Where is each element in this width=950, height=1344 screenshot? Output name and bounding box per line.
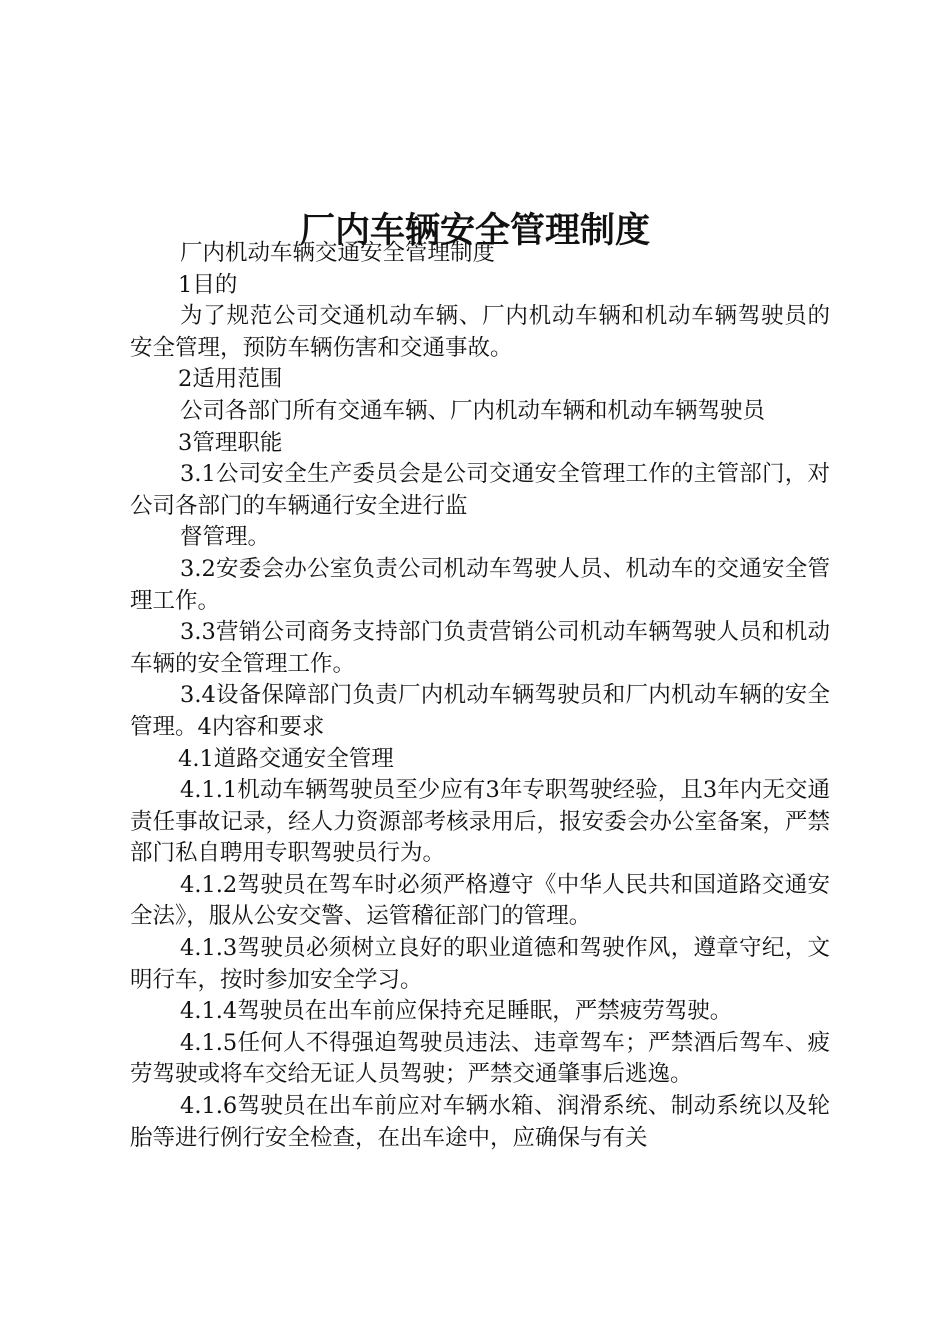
- paragraph: 4.1.5任何人不得强迫驾驶员违法、违章驾车；严禁酒后驾车、疲劳驾驶或将车交给无证人员驾驶；严禁交通肇事后逃逸。: [130, 1029, 830, 1088]
- paragraph-subtitle: 厂内机动车辆交通安全管理制度: [180, 240, 496, 266]
- paragraph: 3.4设备保障部门负责厂内机动车辆驾驶员和厂内机动车辆的安全管理。4内容和要求: [130, 682, 830, 740]
- paragraph: 3.1公司安全生产委员会是公司交通安全管理工作的主管部门，对公司各部门的车辆通行安全进行监: [130, 461, 830, 519]
- paragraph: 4.1.1机动车辆驾驶员至少应有3年专职驾驶经验，且3年内无交通责任事故记录，经人力资源部考核录用后，报安委会办公室备案，严禁部门私自聘用专职驾驶员行为。: [130, 777, 830, 867]
- paragraph: 3.3营销公司商务支持部门负责营销公司机动车辆驾驶人员和机动车辆的安全管理工作。: [130, 619, 830, 677]
- paragraph: 3.2安委会办公室负责公司机动车驾驶人员、机动车的交通安全管理工作。: [130, 555, 830, 614]
- heading-scope: 2适用范围: [178, 366, 283, 393]
- heading-purpose: 1目的: [178, 271, 238, 298]
- document-body: [130, 238, 830, 1154]
- paragraph: 4.1.2驾驶员在驾车时必须严格遵守《中华人民共和国道路交通安全法》，服从公安交警、运管稽征部门的管理。: [130, 871, 830, 930]
- paragraph: 4.1.4驾驶员在出车前应保持充足睡眠，严禁疲劳驾驶。: [180, 998, 733, 1025]
- paragraph: 督管理。: [180, 524, 271, 551]
- paragraph: 公司各部门所有交通车辆、厂内机动车辆和机动车辆驾驶员: [180, 397, 766, 424]
- paragraph: 4.1.6驾驶员在出车前应对车辆水箱、润滑系统、制动系统以及轮胎等进行例行安全检查，在出车途中，应确保与有关: [130, 1093, 830, 1151]
- paragraph: 4.1.3驾驶员必须树立良好的职业道德和驾驶作风，遵章守纪，文明行车，按时参加安全学习。: [130, 935, 830, 993]
- document-title: 厂内车辆安全管理制度: [299, 211, 650, 252]
- heading-responsibilities: 3管理职能: [178, 429, 283, 456]
- paragraph: 为了规范公司交通机动车辆、厂内机动车辆和机动车辆驾驶员的安全管理，预防车辆伤害和交通事故。: [130, 303, 830, 361]
- heading-road-safety: 4.1道路交通安全管理: [178, 745, 394, 772]
